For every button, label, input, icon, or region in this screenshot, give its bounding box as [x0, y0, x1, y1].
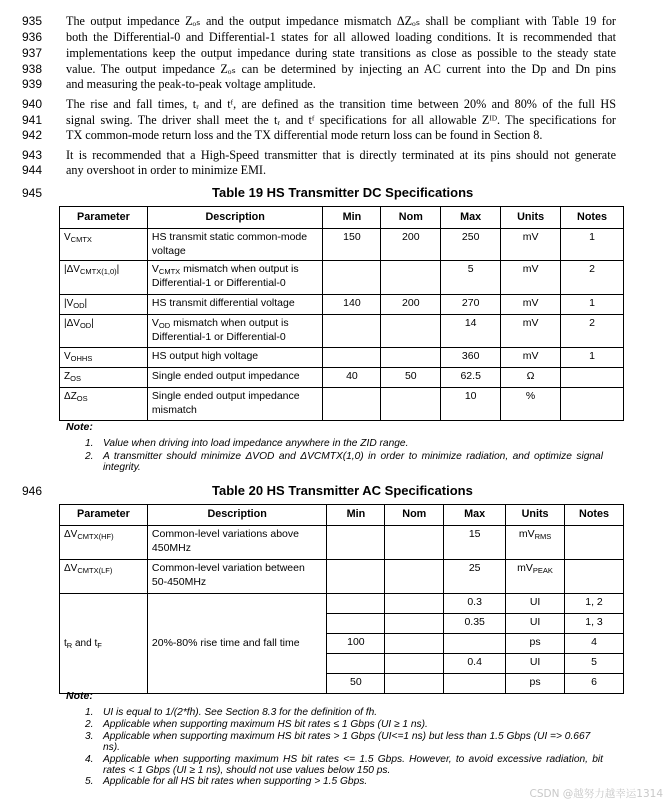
paragraph-text: TX common-mode return loss and the TX differential mode return loss can be found in Section 8. [66, 128, 543, 142]
max-cell: 15 [444, 526, 506, 560]
table-header-row [60, 207, 624, 229]
header-nom: Nom [385, 505, 444, 526]
units-cell: mV [501, 348, 561, 368]
watermark: CSDN @越努力越幸运1314 [529, 788, 663, 800]
units-cell: $mV_{RMS}$ [506, 526, 565, 560]
param-cell: $\Delta Z_{OS}$ [60, 388, 148, 421]
nom-cell [381, 315, 441, 348]
line-number: 936 [22, 30, 43, 44]
max-cell: 0.35 [444, 614, 506, 634]
min-cell [327, 614, 385, 634]
min-cell: 150 [323, 229, 381, 261]
note-heading: Note: [66, 690, 93, 702]
text-line [0, 162, 669, 178]
note-item: 5. Applicable for all HS bit rates when supporting > 1.5 Gbps. [85, 776, 368, 787]
notes-cell: 2 [561, 261, 624, 295]
nom-cell [385, 614, 444, 634]
max-cell: 250 [441, 229, 501, 261]
param-cell: $V_{OHHS}$ [60, 348, 148, 368]
max-cell [444, 674, 506, 694]
table-row [60, 348, 624, 368]
max-cell: 10 [441, 388, 501, 421]
text-line [0, 13, 669, 29]
table-row [60, 261, 624, 295]
desc-cell: Common-level variations above 450MHz [147, 526, 327, 560]
desc-cell: Common-level variation between 50-450MHz [147, 560, 327, 594]
param-cell: $Z_{OS}$ [60, 368, 148, 388]
min-cell: 50 [327, 674, 385, 694]
nom-cell [385, 654, 444, 674]
max-cell [444, 634, 506, 654]
min-cell [323, 348, 381, 368]
notes-cell: 4 [565, 634, 624, 654]
nom-cell: 50 [381, 368, 441, 388]
table-row [60, 295, 624, 315]
notes-cell: 1 [561, 229, 624, 261]
units-cell: $mV_{PEAK}$ [506, 560, 565, 594]
line-number: 941 [22, 113, 43, 127]
table-caption: Table 20 HS Transmitter AC Specifications [212, 483, 473, 498]
line-number: 942 [22, 128, 43, 142]
max-cell: 270 [441, 295, 501, 315]
text-line [0, 112, 669, 128]
units-cell: mV [501, 229, 561, 261]
line-number: 944 [22, 163, 43, 177]
max-cell: 14 [441, 315, 501, 348]
notes-cell [565, 560, 624, 594]
text-line [0, 96, 669, 112]
nom-cell [381, 348, 441, 368]
notes-cell: 5 [565, 654, 624, 674]
min-cell [327, 560, 385, 594]
notes-cell: 2 [561, 315, 624, 348]
units-cell: UI [506, 614, 565, 634]
header-units: Units [506, 505, 565, 526]
paragraph-text: The rise and fall times, tᵣ and tᶠ, are defined as the transition time between 20% and 80% of the full HS [66, 97, 616, 111]
header-description: Description [147, 207, 323, 229]
max-cell: 360 [441, 348, 501, 368]
table-row [60, 368, 624, 388]
nom-cell [385, 674, 444, 694]
table20-ac-specifications [59, 504, 624, 694]
notes-cell [565, 526, 624, 560]
min-cell [327, 594, 385, 614]
nom-cell: 200 [381, 229, 441, 261]
line-number: 938 [22, 62, 43, 76]
header-min: Min [323, 207, 381, 229]
param-cell: $t_R$ and $t_F$ [60, 594, 148, 694]
table-header-row [60, 505, 624, 526]
notes-cell: 1, 3 [565, 614, 624, 634]
table-row [60, 560, 624, 594]
note-item: 2. Applicable when supporting maximum HS bit rates ≤ 1 Gbps (UI ≥ 1 ns). [85, 719, 428, 730]
paragraph-text: value. The output impedance Zₒₛ can be determined by injecting an AC current into the Dp and Dn pins [66, 62, 616, 76]
max-cell: 0.4 [444, 654, 506, 674]
header-notes: Notes [565, 505, 624, 526]
paragraph-text: any overshoot in order to minimize EMI. [66, 163, 267, 177]
line-number: 946 [22, 484, 43, 498]
nom-cell [385, 634, 444, 654]
min-cell [323, 261, 381, 295]
table-row [60, 526, 624, 560]
table19-caption-row [0, 185, 669, 203]
paragraph-text: both the Differential-0 and Differential-1 states for all allowed loading conditions. It is recommended that [66, 30, 616, 44]
units-cell: ps [506, 634, 565, 654]
param-cell: $|\Delta V_{CMTX(1,0)}|$ [60, 261, 148, 295]
units-cell: ps [506, 674, 565, 694]
max-cell: 5 [441, 261, 501, 295]
line-number: 945 [22, 186, 43, 200]
paragraph-text: implementations keep the output impedance during state transitions as close as possible to the steady state [66, 46, 616, 60]
units-cell: % [501, 388, 561, 421]
desc-cell: 20%-80% rise time and fall time [147, 594, 327, 694]
min-cell: 40 [323, 368, 381, 388]
desc-cell: HS output high voltage [147, 348, 323, 368]
note-item: 2. A transmitter should minimize ΔVOD and ΔVCMTX(1,0) in order to minimize radiation, and optimize signal integrity. [85, 451, 603, 473]
nom-cell [381, 261, 441, 295]
header-units: Units [501, 207, 561, 229]
line-number: 940 [22, 97, 43, 111]
text-line [0, 29, 669, 45]
nom-cell: 200 [381, 295, 441, 315]
units-cell: UI [506, 594, 565, 614]
units-cell: Ω [501, 368, 561, 388]
header-max: Max [441, 207, 501, 229]
desc-cell: $V_{OD}$ mismatch when output is Differential-1 or Differential-0 [147, 315, 323, 348]
line-number: 939 [22, 77, 43, 91]
header-max: Max [444, 505, 506, 526]
header-notes: Notes [561, 207, 624, 229]
min-cell [323, 315, 381, 348]
min-cell: 100 [327, 634, 385, 654]
notes-cell: 1 [561, 295, 624, 315]
table-row [60, 594, 624, 614]
text-line [0, 147, 669, 163]
desc-cell: Single ended output impedance [147, 368, 323, 388]
paragraph-text: signal swing. The driver shall meet the tᵣ and tᶠ specifications for all allowable Zᴵᴰ. The specifications for [66, 113, 616, 127]
text-line [0, 61, 669, 77]
min-cell: 140 [323, 295, 381, 315]
nom-cell [385, 526, 444, 560]
notes-cell: 6 [565, 674, 624, 694]
line-number: 937 [22, 46, 43, 60]
min-cell [327, 654, 385, 674]
units-cell: mV [501, 295, 561, 315]
units-cell: mV [501, 261, 561, 295]
nom-cell [381, 388, 441, 421]
note-item: 4. Applicable when supporting maximum HS bit rates <= 1.5 Gbps. However, to avoid excessive radiation, bit rates < 1 Gbps (UI ≥ 1 ns), should not use values below 150 ps. [85, 754, 603, 776]
paragraph-text: The output impedance Zₒₛ and the output impedance mismatch ΔZₒₛ shall be compliant with Table 19 for [66, 14, 616, 28]
paragraph-text: It is recommended that a High-Speed transmitter that is directly terminated at its pins should not generate [66, 148, 616, 162]
text-line [0, 127, 669, 143]
desc-cell: HS transmit differential voltage [147, 295, 323, 315]
notes-cell [561, 388, 624, 421]
param-cell: $|V_{OD}|$ [60, 295, 148, 315]
min-cell [327, 526, 385, 560]
param-cell: $|\Delta V_{OD}|$ [60, 315, 148, 348]
text-line [0, 45, 669, 61]
desc-cell: HS transmit static common-mode voltage [147, 229, 323, 261]
desc-cell: Single ended output impedance mismatch [147, 388, 323, 421]
param-cell: $\Delta V_{CMTX(LF)}$ [60, 560, 148, 594]
notes-cell: 1, 2 [565, 594, 624, 614]
units-cell: UI [506, 654, 565, 674]
table20-caption-row [0, 483, 669, 501]
max-cell: 62.5 [441, 368, 501, 388]
text-line [0, 76, 669, 92]
table-row [60, 388, 624, 421]
note-item: 1. UI is equal to 1/(2*fh). See Section 8.3 for the definition of fh. [85, 707, 378, 718]
table-row [60, 229, 624, 261]
line-number: 935 [22, 14, 43, 28]
header-description: Description [147, 505, 327, 526]
param-cell: $V_{CMTX}$ [60, 229, 148, 261]
notes-cell: 1 [561, 348, 624, 368]
header-parameter: Parameter [60, 505, 148, 526]
table-caption: Table 19 HS Transmitter DC Specifications [212, 185, 474, 200]
header-nom: Nom [381, 207, 441, 229]
desc-cell: $V_{CMTX}$ mismatch when output is Differential-1 or Differential-0 [147, 261, 323, 295]
min-cell [323, 388, 381, 421]
header-min: Min [327, 505, 385, 526]
param-cell: $\Delta V_{CMTX(HF)}$ [60, 526, 148, 560]
line-number: 943 [22, 148, 43, 162]
table19-dc-specifications [59, 206, 624, 421]
nom-cell [385, 594, 444, 614]
max-cell: 0.3 [444, 594, 506, 614]
table-row [60, 315, 624, 348]
max-cell: 25 [444, 560, 506, 594]
note-item: 1. Value when driving into load impedance anywhere in the ZID range. [85, 438, 409, 449]
notes-cell [561, 368, 624, 388]
nom-cell [385, 560, 444, 594]
units-cell: mV [501, 315, 561, 348]
paragraph-text: and measuring the peak-to-peak voltage amplitude. [66, 77, 316, 91]
note-item: 3. Applicable when supporting maximum HS bit rates > 1 Gbps (UI<=1 ns) but less than 1.5 Gbps (UI => 0.667 ns). [85, 731, 591, 753]
note-heading: Note: [66, 421, 93, 433]
header-parameter: Parameter [60, 207, 148, 229]
